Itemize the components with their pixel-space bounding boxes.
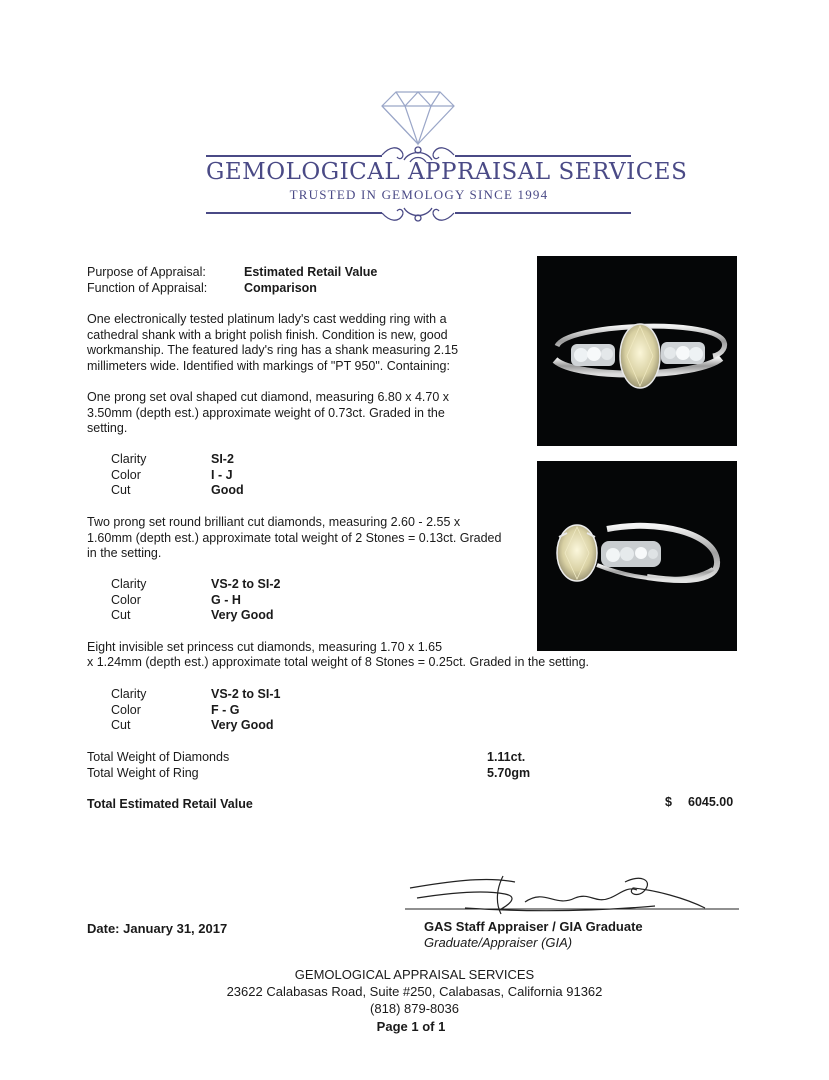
stone1-color: I - J — [211, 467, 233, 482]
total-retail-label: Total Estimated Retail Value — [87, 797, 253, 811]
function-label: Function of Appraisal: — [87, 281, 208, 295]
header-top-rule-left — [206, 155, 382, 157]
total-retail-value: 6045.00 — [688, 795, 734, 809]
stone2-grades — [111, 577, 280, 624]
ornament-bottom-icon — [380, 200, 456, 226]
header-bottom-rule-right — [455, 212, 631, 214]
purpose-value: Estimated Retail Value — [244, 265, 378, 279]
stone3-color: F - G — [211, 702, 240, 717]
header-top-rule-right — [455, 155, 631, 157]
ring-photo-side — [537, 461, 737, 651]
header-bottom-rule-left — [206, 212, 382, 214]
stone3-clarity: VS-2 to SI-1 — [211, 687, 281, 701]
total-diamonds-label: Total Weight of Diamonds — [87, 750, 230, 764]
stone3-description-line1: Eight invisible set princess cut diamonds, measuring 1.70 x 1.65 — [87, 640, 443, 654]
stone1-grades — [111, 452, 244, 499]
report-date: Date: January 31, 2017 — [87, 921, 228, 936]
ring-description: One electronically tested platinum lady's cast wedding ring with a cathedral shank with a bright polish finish. Condition is new, good workmanship. The featured lady's ring has a shank measuring 2.15 millimeters wide. Identified with markings of "PT 950". Containing: — [87, 312, 459, 373]
stone1-cut: Good — [211, 483, 244, 497]
stone2-description: Two prong set round brilliant cut diamonds, measuring 2.60 - 2.55 x 1.60mm (depth est.) approximate total weight of 2 Stones = 0.13ct. Graded in the setting. — [87, 515, 502, 560]
stone1-clarity: SI-2 — [211, 452, 234, 466]
cut-label: Cut — [111, 718, 131, 732]
clarity-label: Clarity — [111, 577, 147, 591]
stone2-clarity: VS-2 to SI-2 — [211, 577, 281, 591]
footer-address: 23622 Calabasas Road, Suite #250, Calabasas, California 91362 — [226, 984, 603, 999]
stone3-cut: Very Good — [211, 718, 274, 732]
ring-photo-front — [537, 256, 737, 446]
footer-company: GEMOLOGICAL APPRAISAL SERVICES — [294, 967, 535, 982]
total-ring-value: 5.70gm — [487, 766, 531, 780]
cut-label: Cut — [111, 483, 131, 497]
clarity-label: Clarity — [111, 452, 147, 466]
stone1-description: One prong set oval shaped cut diamond, measuring 6.80 x 4.70 x 3.50mm (depth est.) approximate weight of 0.73ct. Graded in the setting. — [87, 390, 450, 435]
function-value: Comparison — [244, 281, 317, 295]
company-tagline: TRUSTED IN GEMOLOGY SINCE 1994 — [289, 187, 549, 202]
footer-phone: (818) 879-8036 — [370, 1001, 459, 1016]
stone3-description-line2: x 1.24mm (depth est.) approximate total weight of 8 Stones = 0.25ct. Graded in the setting. — [87, 655, 590, 669]
purpose-label: Purpose of Appraisal: — [87, 265, 206, 279]
clarity-label: Clarity — [111, 687, 147, 701]
company-name: GEMOLOGICAL APPRAISAL SERVICES — [206, 159, 688, 185]
color-label: Color — [111, 702, 141, 717]
appraiser-title: GAS Staff Appraiser / GIA Graduate — [424, 919, 643, 934]
color-label: Color — [111, 592, 141, 607]
total-diamonds-value: 1.11ct. — [487, 750, 526, 764]
color-label: Color — [111, 467, 141, 482]
stone2-color: G - H — [211, 592, 241, 607]
stone2-cut: Very Good — [211, 608, 274, 622]
currency-symbol: $ — [665, 795, 672, 809]
appraiser-signature — [405, 868, 739, 920]
total-ring-label: Total Weight of Ring — [87, 766, 199, 780]
page-number: Page 1 of 1 — [376, 1019, 446, 1034]
stone3-grades — [111, 687, 280, 734]
cut-label: Cut — [111, 608, 131, 622]
diamond-logo-icon — [378, 88, 458, 148]
appraiser-subtitle: Graduate/Appraiser (GIA) — [424, 935, 573, 950]
